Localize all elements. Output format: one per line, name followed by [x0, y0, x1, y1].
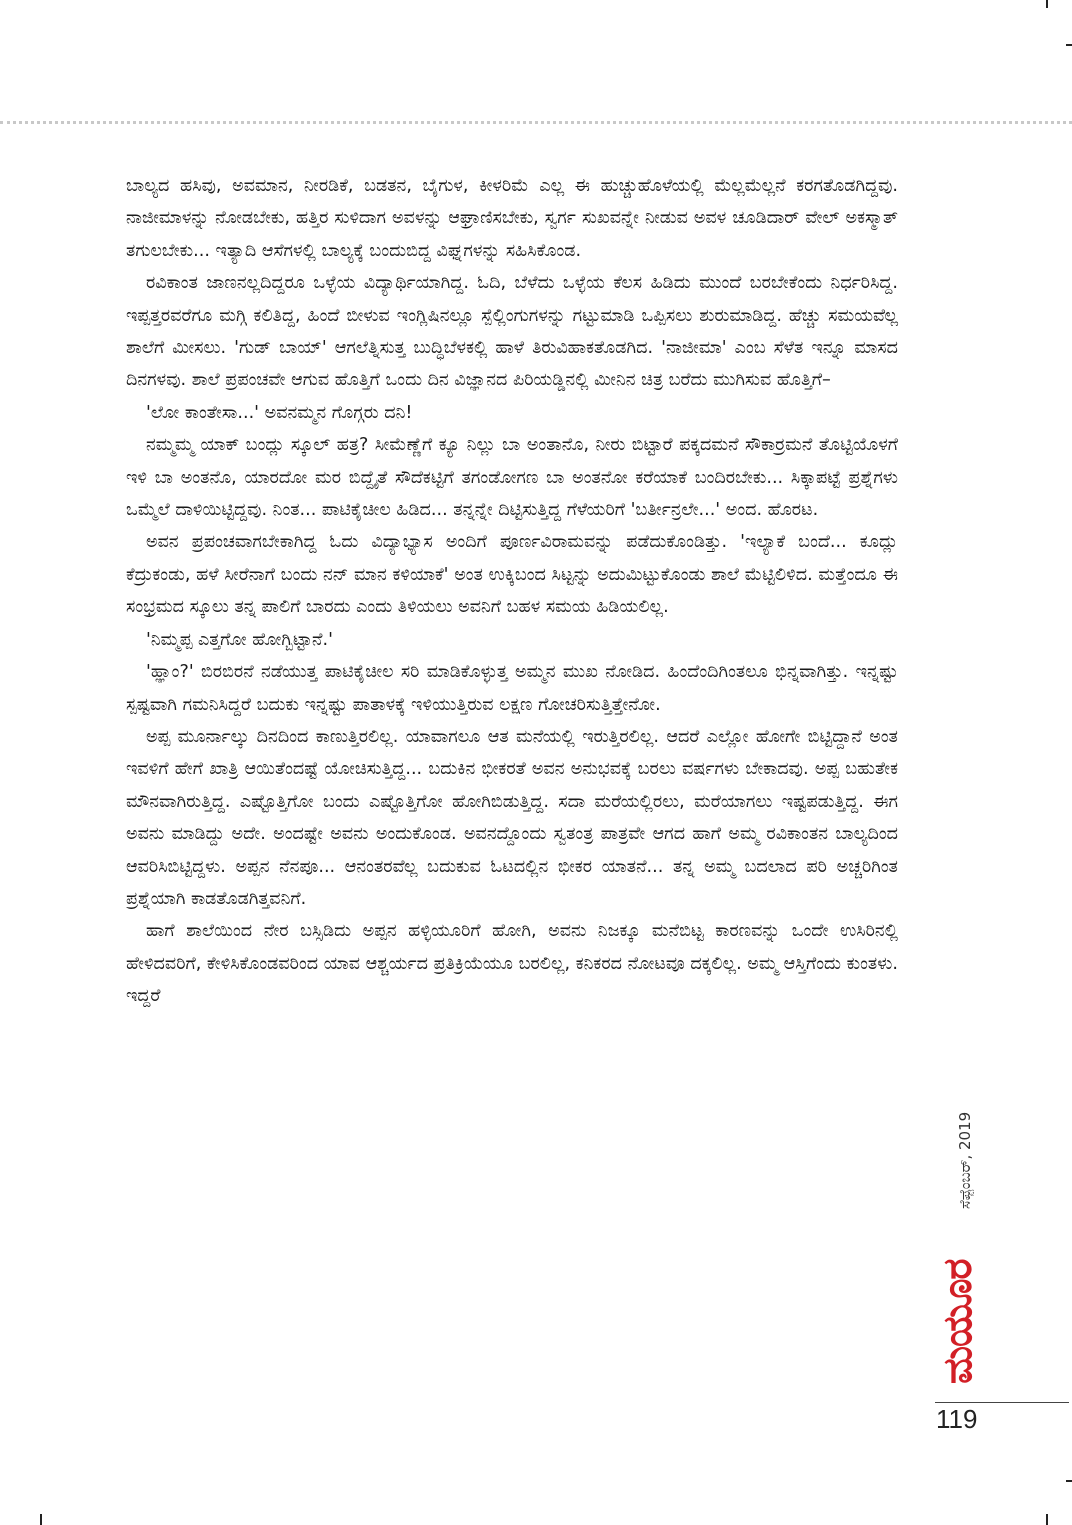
issue-date: ಸೆಪ್ಟೆಂಬರ್, 2019	[956, 1111, 974, 1209]
paragraph: 'ಲೋ ಕಾಂತೇಸಾ...' ಅವನಮ್ಮನ ಗೊಗ್ಗರು ದನಿ!	[146, 402, 413, 423]
magazine-sidebar	[920, 1080, 980, 1390]
paragraph: ಹಾಗೆ ಶಾಲೆಯಿಂದ ನೇರ ಬಸ್ಸಿಡಿದು ಅಪ್ಪನ ಹಳ್ಳಿಯೂರಿಗೆ ಹೋಗಿ, ಅವನು ನಿಜಕ್ಕೂ ಮನೆಬಿಟ್ಟ ಕಾರಣವನ್ನು ಒಂದೇ ಉಸಿರಿನಲ್ಲಿ ಹೇಳಿದವರಿಗೆ, ಕೇಳಿಸಿಕೊಂಡವರಿಂದ ಯಾವ ಆಶ್ಚರ್ಯದ ಪ್ರತಿಕ್ರಿಯೆಯೂ ಬರಲಿಲ್ಲ, ಕನಿಕರದ ನೋಟವೂ ದಕ್ಕಲಿಲ್ಲ. ಅಮ್ಮ ಆಸ್ತಿಗೆಂದು ಕುಂತಳು. ಇದ್ದರೆ	[126, 921, 898, 1007]
paragraph: 'ಹ್ಞಾಂ?' ಬಿರಬಿರನೆ ನಡೆಯುತ್ತ ಪಾಟಿಕೈಚೀಲ ಸರಿ ಮಾಡಿಕೊಳ್ಳುತ್ತ ಅಮ್ಮನ ಮುಖ ನೋಡಿದ. ಹಿಂದೆಂದಿಗಿಂತಲೂ ಭಿನ್ನವಾಗಿತ್ತು. ಇನ್ನಷ್ಟು ಸ್ಪಷ್ಟವಾಗಿ ಗಮನಿಸಿದ್ದರೆ ಬದುಕು ಇನ್ನಷ್ಟು ಪಾತಾಳಕ್ಕೆ ಇಳಿಯುತ್ತಿರುವ ಲಕ್ಷಣ ಗೋಚರಿಸುತ್ತಿತ್ತೇನೋ.	[126, 662, 898, 715]
paragraph: 'ನಿಮ್ಮಪ್ಪ ಎತ್ತಗೋ ಹೋಗ್ಬಿಟ್ಟಾನೆ.'	[146, 629, 333, 650]
magazine-logo: ಮಯೂರ	[935, 1259, 981, 1385]
crop-mark-bottom-left	[40, 1514, 42, 1525]
crop-mark-top	[1046, 0, 1048, 8]
paragraph: ನಮ್ಮಮ್ಮ ಯಾಕ್ ಬಂದ್ಲು ಸ್ಕೂಲ್ ಹತ್ರ? ಸೀಮೆಣ್ಣೆಗೆ ಕ್ಯೂ ನಿಲ್ಲು ಬಾ ಅಂತಾನೊ, ನೀರು ಬಿಟ್ಟಾರೆ ಪಕ್ಕದಮನೆ ಸೌಕಾರ್ರಮನೆ ತೊಟ್ಟಿಯೊಳಗೆ ಇಳಿ ಬಾ ಅಂತನೊ, ಯಾರದೋ ಮರ ಬಿದ್ದೈತೆ ಸೌದೆಕಟ್ಟಿಗೆ ತಗಂಡೋಗಣ ಬಾ ಅಂತನೋ ಕರೆಯಾಕೆ ಬಂದಿರಬೇಕು... ಸಿಕ್ಕಾಪಟ್ಟೆ ಪ್ರಶ್ನೆಗಳು ಒಮ್ಮೆಲೆ ದಾಳಿಯಿಟ್ಟಿದ್ದವು. ನಿಂತ... ಪಾಟಿಕೈಚೀಲ ಹಿಡಿದ... ತನ್ನನ್ನೇ ದಿಟ್ಟಿಸುತ್ತಿದ್ದ ಗೆಳೆಯರಿಗೆ 'ಬರ್ತೀನ್ರಲೇ...' ಅಂದ. ಹೊರಟ.	[126, 435, 898, 521]
crop-mark-bottom-right	[1066, 1480, 1072, 1482]
folio-rule	[935, 1402, 1069, 1403]
crop-mark-top-right	[1066, 44, 1072, 46]
crop-mark-bottom	[1046, 1514, 1048, 1525]
page-number: 119	[936, 1404, 978, 1434]
paragraph: ಅವನ ಪ್ರಪಂಚವಾಗಬೇಕಾಗಿದ್ದ ಓದು ವಿದ್ಯಾಭ್ಯಾಸ ಅಂದಿಗೆ ಪೂರ್ಣವಿರಾಮವನ್ನು ಪಡೆದುಕೊಂಡಿತ್ತು. 'ಇಲ್ಯಾಕೆ ಬಂದೆ... ಕೂದ್ಲು ಕೆದ್ರುಕಂಡು, ಹಳೆ ಸೀರೆನಾಗೆ ಬಂದು ನನ್ ಮಾನ ಕಳಿಯಾಕೆ' ಅಂತ ಉಕ್ಕಿಬಂದ ಸಿಟ್ಟನ್ನು ಅದುಮಿಟ್ಟುಕೊಂಡು ಶಾಲೆ ಮೆಟ್ಟಿಲಿಳಿದ. ಮತ್ತೆಂದೂ ಈ ಸಂಭ್ರಮದ ಸ್ಕೂಲು ತನ್ನ ಪಾಲಿಗೆ ಬಾರದು ಎಂದು ತಿಳಿಯಲು ಅವನಿಗೆ ಬಹಳ ಸಮಯ ಹಿಡಿಯಲಿಲ್ಲ.	[126, 532, 898, 618]
paragraph: ರವಿಕಾಂತ ಜಾಣನಲ್ಲದಿದ್ದರೂ ಒಳ್ಳೆಯ ವಿದ್ಯಾರ್ಥಿಯಾಗಿದ್ದ. ಓದಿ, ಬೆಳೆದು ಒಳ್ಳೆಯ ಕೆಲಸ ಹಿಡಿದು ಮುಂದೆ ಬರಬೇಕೆಂದು ನಿರ್ಧರಿಸಿದ್ದ. ಇಪ್ಪತ್ತರವರೆಗೂ ಮಗ್ಗಿ ಕಲಿತಿದ್ದ, ಹಿಂದೆ ಬೀಳುವ ಇಂಗ್ಲಿಷಿನಲ್ಲೂ ಸ್ಪೆಲ್ಲಿಂಗುಗಳನ್ನು ಗಟ್ಟುಮಾಡಿ ಒಪ್ಪಿಸಲು ಶುರುಮಾಡಿದ್ದ. ಹೆಚ್ಚು ಸಮಯವೆಲ್ಲ ಶಾಲೆಗೆ ಮೀಸಲು. 'ಗುಡ್ ಬಾಯ್' ಆಗಲೆತ್ನಿಸುತ್ತ ಬುದ್ಧಿಬೆಳಕಲ್ಲಿ ಹಾಳೆ ತಿರುವಿಹಾಕತೊಡಗಿದ. 'ನಾಜೀಮಾ' ಎಂಬ ಸೆಳೆತ ಇನ್ನೂ ಮಾಸದ ದಿನಗಳವು. ಶಾಲೆ ಪ್ರಪಂಚವೇ ಆಗುವ ಹೊತ್ತಿಗೆ ಒಂದು ದಿನ ವಿಜ್ಞಾನದ ಪಿರಿಯಡ್ಡಿನಲ್ಲಿ ಮೀನಿನ ಚಿತ್ರ ಬರೆದು ಮುಗಿಸುವ ಹೊತ್ತಿಗೆ–	[126, 273, 898, 391]
body-text-column	[126, 170, 898, 1013]
paragraph: ಬಾಲ್ಯದ ಹಸಿವು, ಅವಮಾನ, ನೀರಡಿಕೆ, ಬಡತನ, ಬೈಗುಳ, ಕೀಳರಿಮೆ ಎಲ್ಲ ಈ ಹುಚ್ಚುಹೊಳೆಯಲ್ಲಿ ಮೆಲ್ಲಮೆಲ್ಲನೆ ಕರಗತೊಡಗಿದ್ದವು. ನಾಜೀಮಾಳನ್ನು ನೋಡಬೇಕು, ಹತ್ತಿರ ಸುಳಿದಾಗ ಅವಳನ್ನು ಆಘ್ರಾಣಿಸಬೇಕು, ಸ್ವರ್ಗ ಸುಖವನ್ನೇ ನೀಡುವ ಅವಳ ಚೂಡಿದಾರ್ ವೇಲ್ ಅಕಸ್ಮಾತ್ ತಗುಲಬೇಕು... ಇತ್ಯಾದಿ ಆಸೆಗಳಲ್ಲಿ ಬಾಲ್ಯಕ್ಕೆ ಬಂದುಬಿದ್ದ ವಿಘ್ನಗಳನ್ನು ಸಹಿಸಿಕೊಂಡ.	[126, 176, 898, 261]
paragraph: ಅಪ್ಪ ಮೂರ್ನಾಲ್ಕು ದಿನದಿಂದ ಕಾಣುತ್ತಿರಲಿಲ್ಲ. ಯಾವಾಗಲೂ ಆತ ಮನೆಯಲ್ಲಿ ಇರುತ್ತಿರಲಿಲ್ಲ. ಆದರೆ ಎಲ್ಲೋ ಹೋಗೇ ಬಿಟ್ಟಿದ್ದಾನೆ ಅಂತ ಇವಳಿಗೆ ಹೇಗೆ ಖಾತ್ರಿ ಆಯಿತೆಂದಷ್ಟೆ ಯೋಚಿಸುತ್ತಿದ್ದ... ಬದುಕಿನ ಭೀಕರತೆ ಅವನ ಅನುಭವಕ್ಕೆ ಬರಲು ವರ್ಷಗಳು ಬೇಕಾದವು. ಅಪ್ಪ ಬಹುತೇಕ ಮೌನವಾಗಿರುತ್ತಿದ್ದ. ಎಷ್ಟೊತ್ತಿಗೋ ಬಂದು ಎಷ್ಟೊತ್ತಿಗೋ ಹೋಗಿಬಿಡುತ್ತಿದ್ದ. ಸದಾ ಮರೆಯಲ್ಲಿರಲು, ಮರೆಯಾಗಲು ಇಷ್ಟಪಡುತ್ತಿದ್ದ. ಈಗ ಅವನು ಮಾಡಿದ್ದು ಅದೇ. ಅಂದಷ್ಟೇ ಅವನು ಅಂದುಕೊಂಡ. ಅವನದ್ದೊಂದು ಸ್ವತಂತ್ರ ಪಾತ್ರವೇ ಆಗದ ಹಾಗೆ ಅಮ್ಮ ರವಿಕಾಂತನ ಬಾಲ್ಯದಿಂದ ಆವರಿಸಿಬಿಟ್ಟಿದ್ದಳು. ಅಪ್ಪನ ನೆನಪೂ... ಆನಂತರವೆಲ್ಲ ಬದುಕುವ ಓಟದಲ್ಲಿನ ಭೀಕರ ಯಾತನೆ... ತನ್ನ ಅಮ್ಮ ಬದಲಾದ ಪರಿ ಅಚ್ಚರಿಗಿಂತ ಪ್ರಶ್ನೆಯಾಗಿ ಕಾಡತೊಡಗಿತ್ತವನಿಗೆ.	[126, 726, 898, 909]
header-dotted-rule	[0, 121, 1072, 124]
